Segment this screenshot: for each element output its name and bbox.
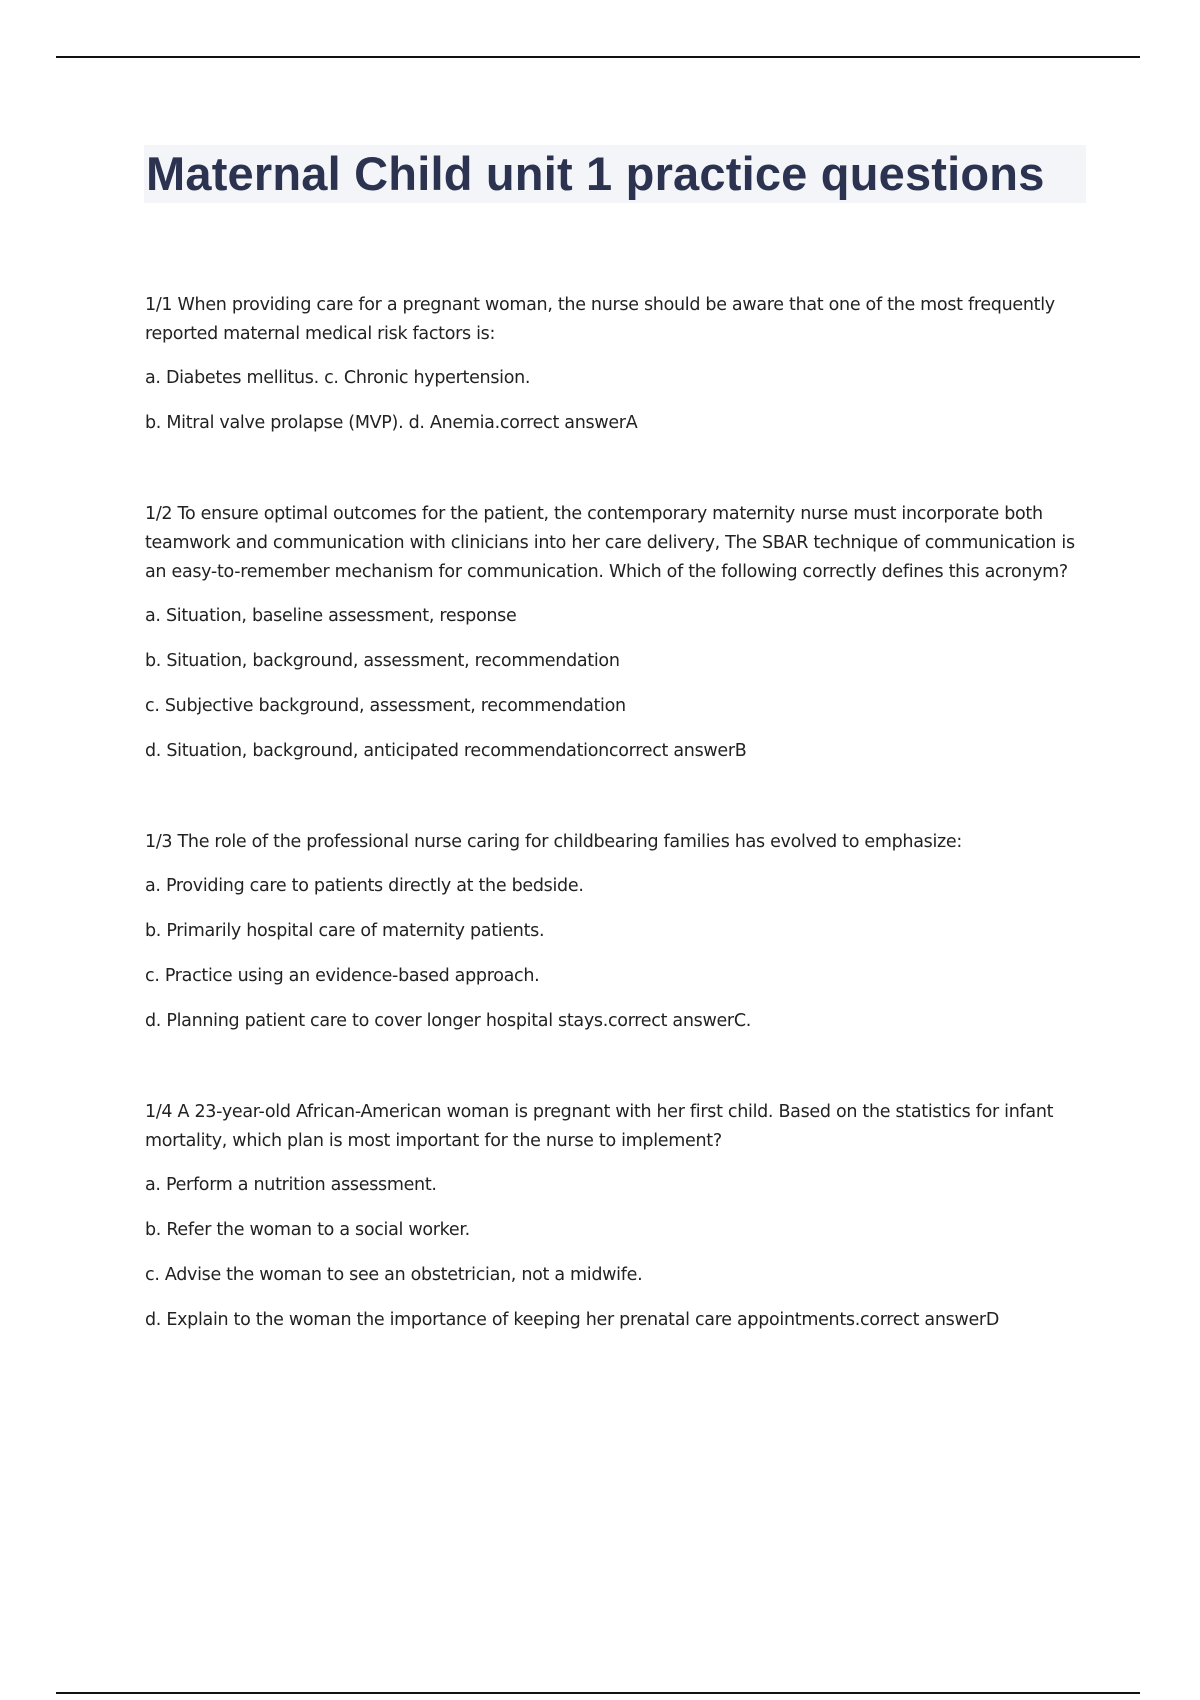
question-block [145, 500, 1095, 766]
question-block [145, 1098, 1095, 1335]
answer-option: a. Providing care to patients directly at the bedside. [145, 876, 584, 896]
questions-list [145, 291, 1095, 1397]
header-rule [56, 56, 1140, 58]
footer-rule [56, 1692, 1140, 1694]
answer-option: b. Primarily hospital care of maternity patients. [145, 921, 545, 941]
answer-option: a. Perform a nutrition assessment. [145, 1175, 437, 1195]
question-text: 1/4 A 23-year-old African-American woman is pregnant with her first child. Based on the statistics for infant mortality, which plan is most important for the nurse to implement? [145, 1102, 1054, 1151]
page-title: Maternal Child unit 1 practice questions [146, 147, 1045, 200]
answer-option: b. Situation, background, assessment, recommendation [145, 651, 620, 671]
answer-option: d. Situation, background, anticipated recommendationcorrect answerB [145, 741, 747, 761]
answer-option: b. Mitral valve prolapse (MVP). d. Anemia.correct answerA [145, 413, 638, 433]
answer-option: b. Refer the woman to a social worker. [145, 1220, 470, 1240]
question-text: 1/3 The role of the professional nurse caring for childbearing families has evolved to emphasize: [145, 832, 962, 852]
answer-option: a. Diabetes mellitus. c. Chronic hypertension. [145, 368, 531, 388]
answer-option: d. Planning patient care to cover longer hospital stays.correct answerC. [145, 1011, 751, 1031]
question-text: 1/1 When providing care for a pregnant woman, the nurse should be aware that one of the most frequently reported maternal medical risk factors is: [145, 295, 1055, 344]
question-block [145, 828, 1095, 1036]
answer-option: d. Explain to the woman the importance of keeping her prenatal care appointments.correct answerD [145, 1310, 999, 1330]
answer-option: c. Advise the woman to see an obstetrician, not a midwife. [145, 1265, 643, 1285]
answer-option: a. Situation, baseline assessment, response [145, 606, 517, 626]
question-text: 1/2 To ensure optimal outcomes for the patient, the contemporary maternity nurse must incorporate both teamwork and communication with clinicians into her care delivery, The SBAR technique of communication is an easy-to-remember mechanism for communication. Which of the following correctly defines this acronym? [145, 504, 1075, 582]
question-block [145, 291, 1095, 438]
answer-option: c. Practice using an evidence-based approach. [145, 966, 540, 986]
answer-option: c. Subjective background, assessment, recommendation [145, 696, 626, 716]
